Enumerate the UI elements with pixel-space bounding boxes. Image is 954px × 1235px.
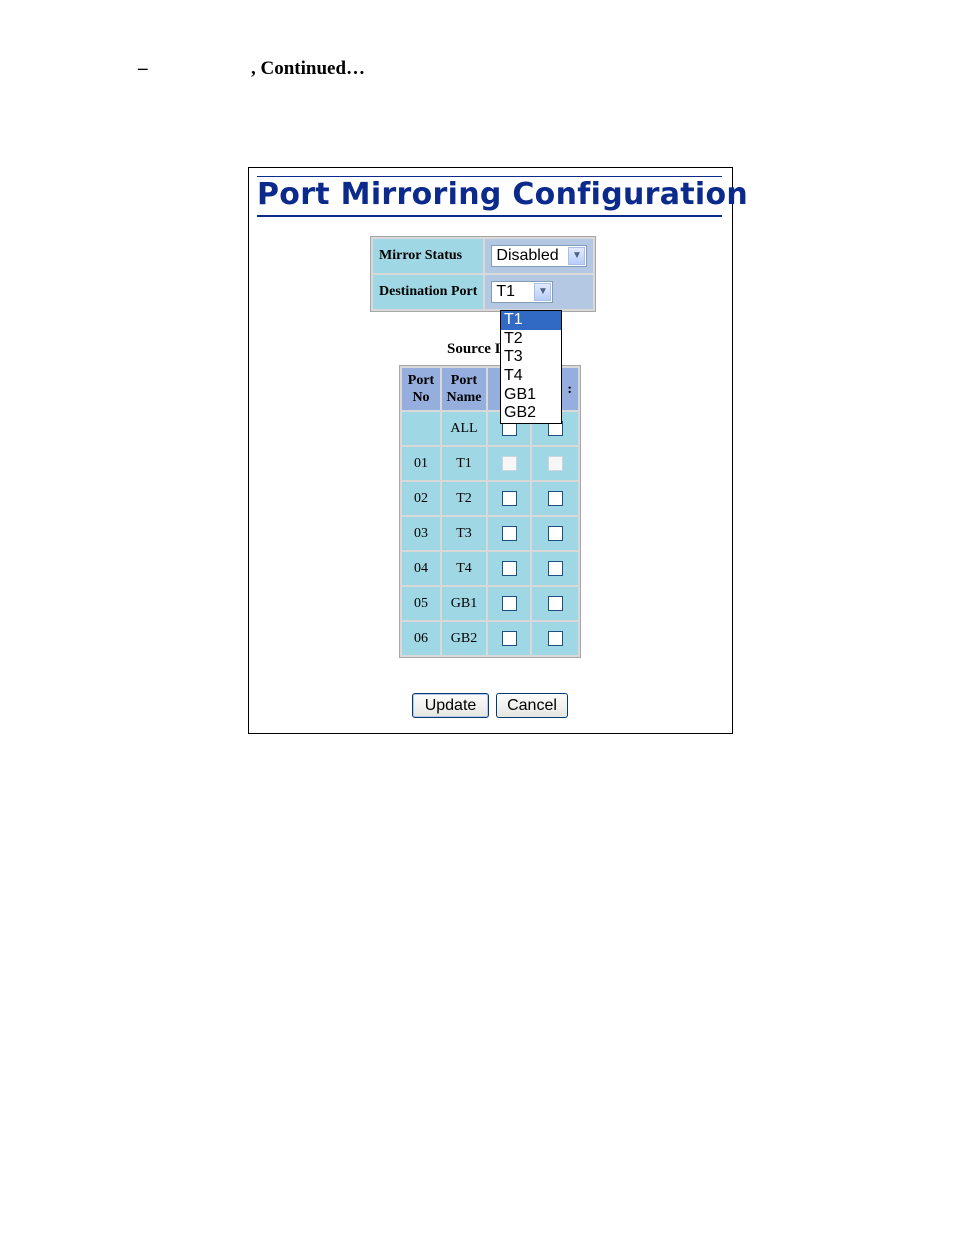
port-checkbox-1[interactable] [502, 491, 517, 506]
table-row [402, 517, 578, 550]
document-heading [0, 58, 954, 82]
port-checkbox-2[interactable] [548, 491, 563, 506]
screenshot-frame [248, 167, 749, 734]
port-checkbox-2[interactable] [548, 561, 563, 576]
table-row [402, 447, 578, 480]
mirror-status-select[interactable] [491, 245, 587, 267]
port-no-cell: 04 [402, 552, 440, 585]
port-name-cell: T4 [442, 552, 486, 585]
port-checkbox-1[interactable] [502, 631, 517, 646]
mirror-status-value: Disabled [496, 247, 559, 264]
chevron-down-icon[interactable]: ▼ [534, 283, 551, 301]
port-no-cell: 01 [402, 447, 440, 480]
settings-table [370, 236, 596, 312]
table-row [402, 622, 578, 655]
table-row [402, 587, 578, 620]
port-name-cell: GB1 [442, 587, 486, 620]
destination-port-value: T1 [496, 283, 516, 300]
port-checkbox-1[interactable] [502, 596, 517, 611]
port-no-cell: 03 [402, 517, 440, 550]
port-checkbox-1[interactable] [502, 526, 517, 541]
port-name-cell: T1 [442, 447, 486, 480]
source-label: Source I [447, 341, 501, 357]
dropdown-option[interactable]: GB2 [504, 404, 537, 422]
dropdown-option[interactable]: T2 [504, 329, 523, 347]
heading-continued: , Continued… [251, 58, 366, 79]
port-no-cell [402, 412, 440, 445]
destination-port-select[interactable] [491, 281, 553, 303]
table-row [402, 552, 578, 585]
port-name-cell: T2 [442, 482, 486, 515]
chevron-down-icon[interactable]: ▼ [568, 247, 585, 265]
port-checkbox-2[interactable] [548, 526, 563, 541]
destination-port-label: Destination Port [373, 275, 483, 309]
page-title: Port Mirroring Configuration [257, 176, 722, 217]
port-no-cell: 06 [402, 622, 440, 655]
port-checkbox-1 [502, 456, 517, 471]
table-row [402, 482, 578, 515]
header-port-no: Port No [402, 368, 440, 410]
update-button[interactable]: Update [412, 693, 489, 718]
port-no-cell: 02 [402, 482, 440, 515]
port-checkbox-2[interactable] [548, 596, 563, 611]
mirror-status-label: Mirror Status [373, 239, 483, 273]
dropdown-option[interactable]: T4 [504, 367, 523, 385]
port-name-cell: GB2 [442, 622, 486, 655]
port-name-cell: T3 [442, 517, 486, 550]
port-checkbox-2[interactable] [548, 631, 563, 646]
heading-dash: – [138, 58, 148, 79]
dropdown-option[interactable]: T3 [504, 348, 523, 366]
port-no-cell: 05 [402, 587, 440, 620]
header-port-name: Port Name [442, 368, 486, 410]
port-checkbox-2 [548, 456, 563, 471]
mirror-status-cell [485, 239, 593, 273]
destination-port-cell [485, 275, 593, 309]
dropdown-option[interactable]: T1 [501, 311, 561, 330]
dropdown-option[interactable]: GB1 [504, 385, 537, 403]
port-checkbox-1[interactable] [502, 561, 517, 576]
destination-port-dropdown-list[interactable] [500, 310, 562, 424]
header-col4: : [532, 368, 578, 410]
port-name-cell: ALL [442, 412, 486, 445]
cancel-button[interactable]: Cancel [496, 693, 568, 718]
